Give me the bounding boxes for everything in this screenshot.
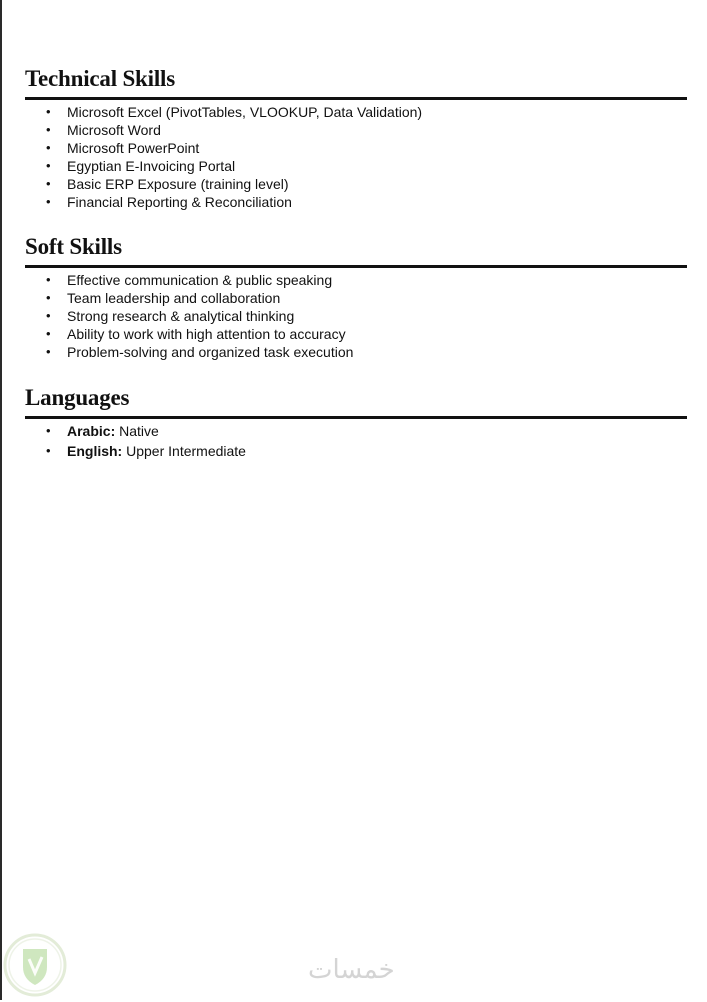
- bullet-icon: •: [46, 158, 51, 173]
- soft-skills-list: [25, 271, 687, 361]
- section-title-technical-skills: Technical Skills: [25, 66, 175, 91]
- list-item: • Microsoft Word: [46, 122, 161, 138]
- bullet-icon: •: [46, 104, 51, 119]
- list-item: • Microsoft Excel (PivotTables, VLOOKUP, Data Validation): [46, 104, 423, 120]
- list-item: • Effective communication & public speaking: [46, 272, 333, 288]
- list-item: • Microsoft PowerPoint: [46, 140, 200, 156]
- list-item: • Problem-solving and organized task execution: [46, 344, 354, 360]
- soft-skills-section: [25, 234, 687, 361]
- section-divider: [25, 97, 687, 100]
- list-item: • Team leadership and collaboration: [46, 290, 281, 306]
- language-item-english: • English: Upper Intermediate: [46, 443, 246, 459]
- bullet-icon: •: [46, 308, 51, 323]
- bullet-icon: •: [46, 344, 51, 359]
- bullet-icon: •: [46, 194, 51, 209]
- technical-skills-section: [25, 66, 687, 211]
- khamsat-logo-icon: [3, 933, 67, 997]
- page-left-border: [0, 0, 2, 1000]
- bullet-icon: •: [46, 326, 51, 341]
- list-item: • Ability to work with high attention to accuracy: [46, 326, 346, 342]
- section-title-languages: Languages: [25, 385, 130, 410]
- bullet-icon: •: [46, 176, 51, 191]
- languages-section: [25, 385, 687, 460]
- bullet-icon: •: [46, 290, 51, 305]
- section-divider: [25, 416, 687, 419]
- bullet-icon: •: [46, 443, 51, 458]
- bullet-icon: •: [46, 272, 51, 287]
- language-item-arabic: • Arabic: Native: [46, 423, 159, 439]
- list-item: • Financial Reporting & Reconciliation: [46, 194, 292, 210]
- bullet-icon: •: [46, 140, 51, 155]
- section-divider: [25, 265, 687, 268]
- technical-skills-list: [25, 103, 687, 211]
- list-item: • Egyptian E-Invoicing Portal: [46, 158, 236, 174]
- list-item: • Strong research & analytical thinking: [46, 308, 295, 324]
- list-item: • Basic ERP Exposure (training level): [46, 176, 289, 192]
- languages-list: [25, 422, 687, 460]
- bullet-icon: •: [46, 423, 51, 438]
- bullet-icon: •: [46, 122, 51, 137]
- section-title-soft-skills: Soft Skills: [25, 234, 122, 259]
- watermark-text: خمسات: [308, 955, 395, 985]
